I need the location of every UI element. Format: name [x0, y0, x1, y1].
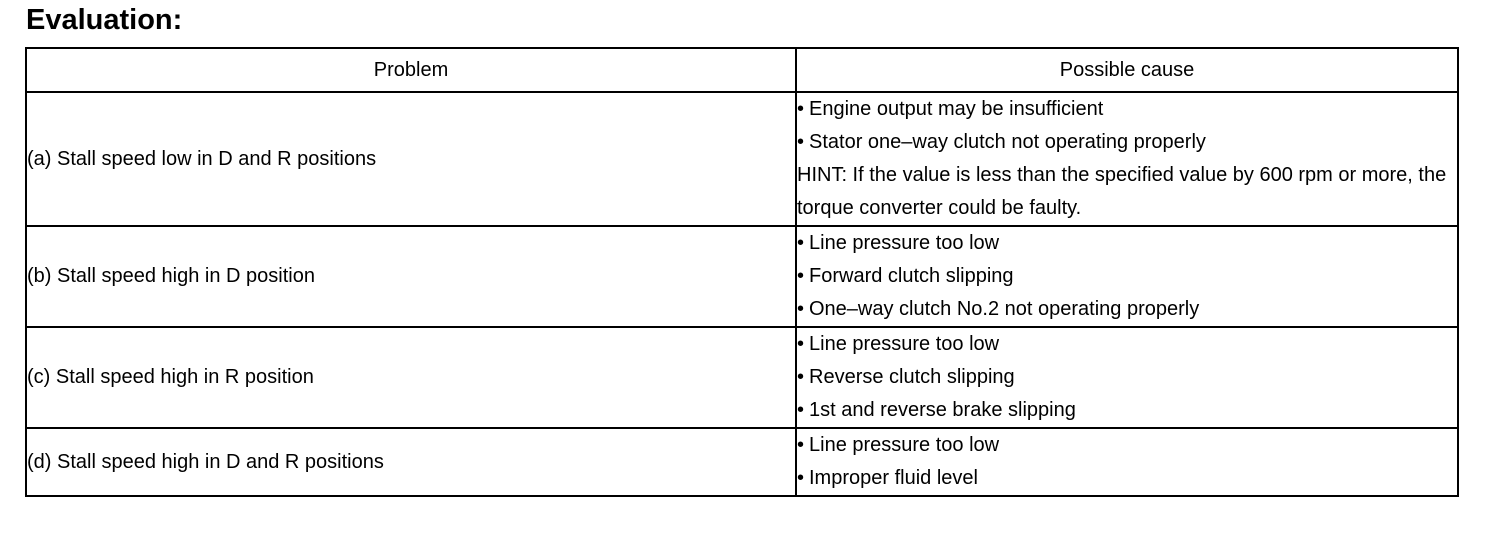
- cause-cell: [796, 428, 1458, 496]
- problem-cell: (b) Stall speed high in D position: [26, 226, 796, 327]
- cause-item: [797, 126, 1457, 159]
- cause-item: [797, 293, 1457, 326]
- hint-text: HINT: If the value is less than the specified value by 600 rpm or more, the torque converter could be faulty.: [797, 164, 1447, 219]
- cause-item: [797, 462, 1457, 495]
- problem-cell: (a) Stall speed low in D and R positions: [26, 92, 796, 226]
- cause-item: [797, 429, 1457, 462]
- bullet-mark: •: [797, 434, 805, 456]
- cause-cell: [796, 92, 1458, 226]
- cause-item: [797, 361, 1457, 394]
- bullet-mark: •: [797, 298, 805, 320]
- header-possible-cause: Possible cause: [796, 48, 1458, 92]
- table-header-row: [26, 48, 1458, 92]
- cause-text: Line pressure too low: [809, 333, 1000, 355]
- problem-cell: (c) Stall speed high in R position: [26, 327, 796, 428]
- bullet-mark: •: [797, 265, 805, 287]
- cause-cell: [796, 226, 1458, 327]
- cause-text: Line pressure too low: [809, 434, 1000, 456]
- table-row: [26, 226, 1458, 327]
- cause-text: Engine output may be insufficient: [809, 98, 1104, 120]
- page-title: Evaluation:: [26, 4, 183, 36]
- problem-cell: (d) Stall speed high in D and R positions: [26, 428, 796, 496]
- cause-cell: [796, 327, 1458, 428]
- cause-text: Stator one–way clutch not operating properly: [809, 131, 1206, 153]
- table-row: [26, 327, 1458, 428]
- bullet-mark: •: [797, 366, 805, 388]
- cause-item: [797, 260, 1457, 293]
- cause-item: [797, 227, 1457, 260]
- bullet-mark: •: [797, 333, 805, 355]
- bullet-mark: •: [797, 232, 805, 254]
- bullet-mark: •: [797, 131, 805, 153]
- bullet-mark: •: [797, 399, 805, 421]
- table-row: [26, 92, 1458, 226]
- evaluation-table: [25, 47, 1459, 497]
- cause-item: [797, 93, 1457, 126]
- cause-text: Line pressure too low: [809, 232, 1000, 254]
- cause-text: Improper fluid level: [809, 467, 978, 489]
- cause-item: [797, 328, 1457, 361]
- header-problem: Problem: [26, 48, 796, 92]
- cause-text: 1st and reverse brake slipping: [809, 399, 1076, 421]
- table-row: [26, 428, 1458, 496]
- cause-item: [797, 394, 1457, 427]
- bullet-mark: •: [797, 98, 805, 120]
- bullet-mark: •: [797, 467, 805, 489]
- cause-text: Forward clutch slipping: [809, 265, 1014, 287]
- cause-text: One–way clutch No.2 not operating properly: [809, 298, 1200, 320]
- cause-text: Reverse clutch slipping: [809, 366, 1015, 388]
